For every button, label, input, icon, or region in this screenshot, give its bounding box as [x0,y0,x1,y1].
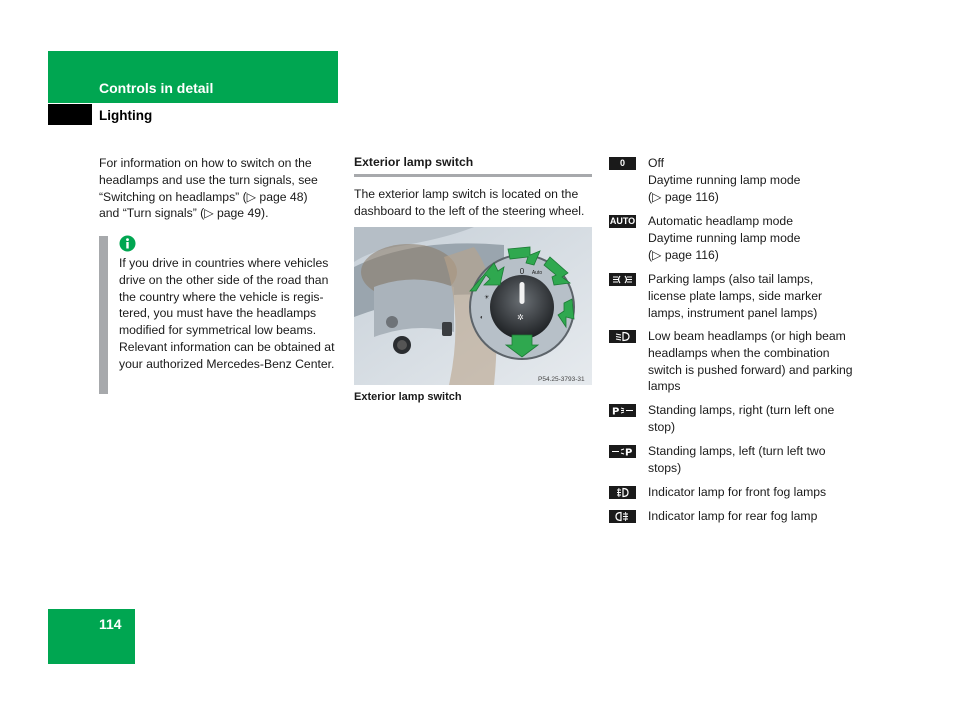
figure-caption: Exterior lamp switch [354,391,462,403]
auto-symbol: AUTO [609,216,636,226]
legend-text: Standing lamps, right (turn left one stop) [648,403,835,434]
info-note [99,236,339,394]
parking-lamps-icon [609,273,636,286]
note-bar [99,236,108,394]
section-title: Controls in detail [99,80,214,96]
standing-lamps-left-icon [609,445,636,458]
legend-text: Indicator lamp for front fog lamps [648,485,827,499]
intro-text: For information on how to switch on the headlamps and use the turn signals, see “Switching on headlamps” (▷ page 48) and “Turn signals” (▷ page 49). [99,156,318,221]
front-fog-lamp-icon [609,486,636,499]
standing-lamps-right-icon [609,404,636,417]
off-symbol: 0 [609,157,636,170]
svg-text:P: P [612,406,620,417]
exterior-lamp-text: The exterior lamp switch is located on the dashboard to the left of the steering wheel. [354,187,585,218]
exterior-lamp-heading: Exterior lamp switch [354,155,592,177]
subsection-tab [48,104,92,125]
low-beam-icon [609,330,636,343]
legend-text: Standing lamps, left (turn left two stops) [648,444,826,475]
svg-text:P: P [625,447,633,458]
rear-fog-lamp-icon [609,510,636,523]
subsection-title: Lighting [99,108,153,123]
svg-text:◐: ◐ [480,315,484,321]
switch-label-auto: Auto [531,270,543,276]
legend-text: Automatic headlamp mode Daytime running lamp mode (▷ page 116) [648,214,801,262]
exterior-lamp-switch-figure [354,227,592,385]
legend-text: Indicator lamp for rear fog lamp [648,509,818,523]
legend-text: Off Daytime running lamp mode (▷ page 116) [648,156,801,204]
page-number: 114 [99,616,122,632]
info-icon [119,235,136,252]
switch-label-zero: 0 [519,267,525,276]
figure-code: P54.25-3793-31 [538,376,585,383]
svg-text:☀: ☀ [484,295,490,301]
svg-text:✲: ✲ [517,313,524,322]
note-text: If you drive in countries where vehicles drive on the other side of the road than the country where the vehicle is regis-tered, you must have the headlamps modified for symmetrical low beams. Relevant information can be obtained at your authorized Mercedes-Benz Center. [119,256,335,371]
legend-text: Parking lamps (also tail lamps, license plate lamps, side marker lamps, instrument panel lamps) [648,272,823,320]
legend-text: Low beam headlamps (or high beam headlamps when the combination switch is pushed forward) and parking lamps [648,329,853,394]
